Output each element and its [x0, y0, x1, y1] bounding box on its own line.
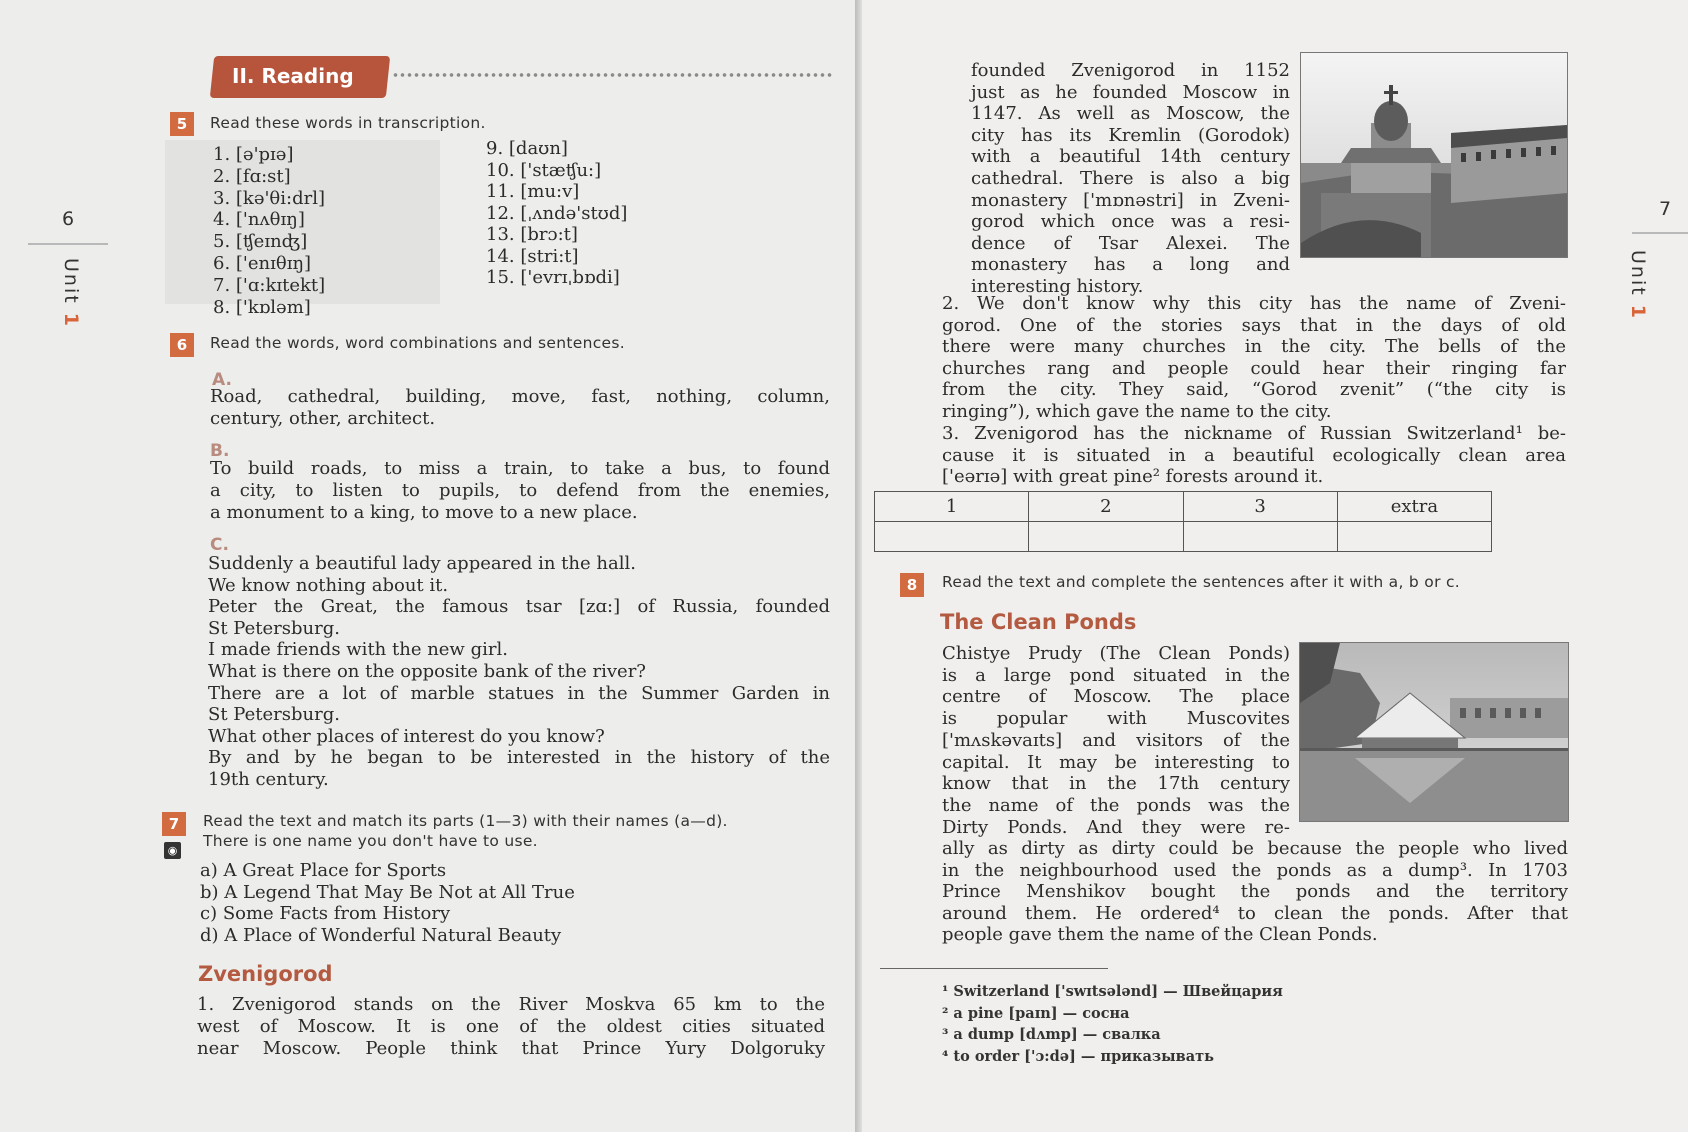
- text-line: Peter the Great, the famous tsar [zɑ:] of Russia, founded: [208, 596, 830, 618]
- cd-icon: ◉: [164, 842, 181, 859]
- page-number: 7: [1659, 198, 1672, 220]
- text-line: gorod. One of the stories says that in the days of old: [942, 314, 1566, 336]
- text-line: monastery has a long and: [971, 254, 1290, 276]
- text-line: capital. It may be interesting to: [942, 751, 1290, 773]
- text-line: 1147. As well as Moscow, the: [971, 103, 1290, 125]
- answer-cell[interactable]: [1183, 522, 1337, 552]
- text-line: 3. Zvenigorod has the nickname of Russian Switzerland¹ be-: [942, 423, 1566, 444]
- text-line: in the neighbourhood used the ponds as a dump³. In 1703: [942, 859, 1568, 881]
- text-title: Zvenigorod: [198, 962, 333, 986]
- answer-cell[interactable]: [1337, 522, 1491, 552]
- text-line: ['eərɪə] with great pine² forests around it.: [942, 466, 1324, 488]
- unit-number: 1: [60, 312, 82, 328]
- text-line: there were many churches in the city. The bells of the: [942, 336, 1566, 358]
- text-line: century, other, architect.: [210, 408, 436, 429]
- footnote: ³ a dump [dʌmp] — свалка: [942, 1026, 1161, 1043]
- part-label-b: B.: [210, 441, 230, 461]
- text-line: St Petersburg.: [208, 617, 340, 639]
- text-line: There are a lot of marble statues in the Summer Garden in: [208, 682, 830, 704]
- text-line: ringing”), which gave the name to the city.: [942, 401, 1332, 422]
- transcription-item: 11. [mu:v]: [486, 181, 580, 202]
- transcription-item: 2. [fɑ:st]: [213, 165, 291, 187]
- option-item: d) A Place of Wonderful Natural Beauty: [200, 924, 562, 946]
- text-line: We know nothing about it.: [208, 574, 449, 596]
- transcription-item: 9. [daʊn]: [486, 138, 568, 159]
- table-header-cell: extra: [1337, 492, 1491, 522]
- text-line: Dirty Ponds. And they were re-: [942, 816, 1290, 838]
- text-line: near Moscow. People think that Prince Yury Dolgoruky: [197, 1038, 825, 1059]
- right-page: [862, 0, 1688, 1132]
- text-line: 19th century.: [208, 769, 329, 790]
- footnote: ¹ Switzerland ['swɪtsələnd] — Швейцария: [942, 983, 1283, 1000]
- transcription-item: 4. ['nʌθɪŋ]: [213, 209, 305, 231]
- part-label-a: A.: [212, 370, 232, 390]
- text-line: What is there on the opposite bank of the river?: [208, 661, 646, 682]
- monastery-photo: [1300, 52, 1568, 258]
- transcription-item: 12. [ˌʌndə'stʊd]: [486, 202, 628, 224]
- transcription-item: 14. [stri:t]: [486, 245, 579, 267]
- exercise-number: 5: [170, 112, 194, 136]
- transcription-item: 15. ['evrɪˌbɒdi]: [486, 267, 620, 288]
- text-line: just as he founded Moscow in: [971, 81, 1290, 103]
- text-line: ally as dirty as dirty could be because the people who lived: [942, 838, 1568, 859]
- exercise-number: 6: [170, 333, 194, 357]
- text-line: To build roads, to miss a train, to take a bus, to found: [210, 458, 830, 479]
- text-line: I made friends with the new girl.: [208, 639, 508, 661]
- text-line: the name of the ponds was the: [942, 794, 1290, 816]
- unit-word: Unit: [60, 258, 82, 305]
- option-item: a) A Great Place for Sports: [200, 860, 447, 881]
- answer-table-row: [875, 522, 1492, 552]
- text-line: is popular with Muscovites: [942, 708, 1290, 730]
- tab-divider: [1632, 232, 1688, 234]
- text-line: know that in the 17th century: [942, 773, 1290, 795]
- text-line: What other places of interest do you know?: [208, 725, 605, 747]
- text-line: from the city. They said, “Gorod zvenit” (“the city is: [942, 379, 1566, 401]
- answer-cell[interactable]: [875, 522, 1029, 552]
- transcription-item: 10. ['stæʧu:]: [486, 159, 602, 181]
- answer-table: [874, 491, 1492, 552]
- text-line: city has its Kremlin (Gorodok): [971, 124, 1290, 146]
- transcription-item: 1. [ə'pɪə]: [213, 144, 294, 165]
- text-line: St Petersburg.: [208, 704, 340, 726]
- tab-divider: [28, 243, 108, 245]
- text-line: a monument to a king, to move to a new place.: [210, 502, 638, 523]
- part-label-c: C.: [210, 535, 229, 555]
- table-header-cell: 2: [1029, 492, 1183, 522]
- text-title: The Clean Ponds: [940, 610, 1137, 634]
- text-line: a city, to listen to pupils, to defend from the enemies,: [210, 480, 830, 501]
- text-line: cause it is situated in a beautiful ecologically clean area: [942, 444, 1566, 466]
- unit-number: 1: [1627, 304, 1649, 320]
- text-line: dence of Tsar Alexei. The: [971, 232, 1290, 254]
- unit-tab: [60, 258, 82, 328]
- unit-tab: [1627, 250, 1649, 320]
- text-line: gorod which once was a resi-: [971, 211, 1290, 233]
- instruction-line: Read the text and match its parts (1—3) with their names (a—d).: [203, 812, 728, 830]
- text-line: By and by he began to be interested in the history of the: [208, 747, 830, 769]
- table-header-cell: 1: [875, 492, 1029, 522]
- footnote: ⁴ to order ['ɔ:də] — приказывать: [942, 1047, 1214, 1065]
- text-line: Road, cathedral, building, move, fast, nothing, column,: [210, 386, 830, 407]
- text-line: people gave them the name of the Clean Ponds.: [942, 924, 1378, 946]
- text-line: Chistye Prudy (The Clean Ponds): [942, 643, 1290, 664]
- table-header-cell: 3: [1183, 492, 1337, 522]
- text-line: around them. He ordered⁴ to clean the ponds. After that: [942, 902, 1568, 924]
- exercise-instruction: Read the text and complete the sentences after it with a, b or c.: [942, 573, 1461, 591]
- exercise-number: 7: [162, 812, 186, 836]
- text-line: 2. We don't know why this city has the name of Zveni-: [942, 293, 1566, 314]
- text-line: west of Moscow. It is one of the oldest cities situated: [197, 1016, 825, 1037]
- exercise-instruction: Read these words in transcription.: [210, 114, 486, 132]
- option-item: c) Some Facts from History: [200, 903, 451, 924]
- instruction-line: There is one name you don't have to use.: [203, 832, 538, 850]
- footnote-rule: [880, 968, 1108, 969]
- exercise-instruction: Read the words, word combinations and sentences.: [210, 334, 625, 352]
- transcription-item: 5. [ʧeɪnʤ]: [213, 231, 308, 253]
- option-item: b) A Legend That May Be Not at All True: [200, 881, 575, 903]
- monastery-illustration: [1301, 53, 1567, 257]
- text-line: with a beautiful 14th century: [971, 146, 1290, 168]
- text-line: is a large pond situated in the: [942, 664, 1290, 686]
- transcription-item: 8. ['kɒləm]: [213, 296, 311, 318]
- dotted-rule: [392, 72, 832, 78]
- footnote: ² a pine [paɪn] — сосна: [942, 1004, 1130, 1022]
- text-line: 1. Zvenigorod stands on the River Moskva 65 km to the: [197, 994, 825, 1015]
- clean-ponds-photo: [1299, 642, 1569, 822]
- text-line: churches rang and people could hear their ringing far: [942, 357, 1566, 379]
- text-line: ['mʌskəvaɪts] and visitors of the: [942, 729, 1290, 751]
- text-line: Prince Menshikov bought the ponds and the territory: [942, 881, 1568, 903]
- text-line: centre of Moscow. The place: [942, 686, 1290, 708]
- text-line: Suddenly a beautiful lady appeared in the hall.: [208, 553, 636, 574]
- transcription-item: 13. [brɔ:t]: [486, 224, 578, 245]
- answer-table-header: [875, 492, 1492, 522]
- text-line: founded Zvenigorod in 1152: [971, 60, 1290, 81]
- pond-illustration: [1300, 643, 1568, 821]
- section-header: II. Reading: [232, 64, 354, 88]
- unit-word: Unit: [1627, 250, 1649, 297]
- transcription-item: 6. ['enɪθɪŋ]: [213, 253, 312, 274]
- transcription-item: 7. ['ɑ:kɪtekt]: [213, 274, 326, 296]
- answer-cell[interactable]: [1029, 522, 1183, 552]
- text-line: cathedral. There is also a big: [971, 168, 1290, 189]
- text-line: monastery ['mɒnəstri] in Zveni-: [971, 189, 1290, 211]
- transcription-item: 3. [kə'θi:drl]: [213, 187, 325, 209]
- text-line: interesting history.: [971, 276, 1144, 297]
- page-number: 6: [62, 208, 75, 230]
- exercise-number: 8: [900, 573, 924, 597]
